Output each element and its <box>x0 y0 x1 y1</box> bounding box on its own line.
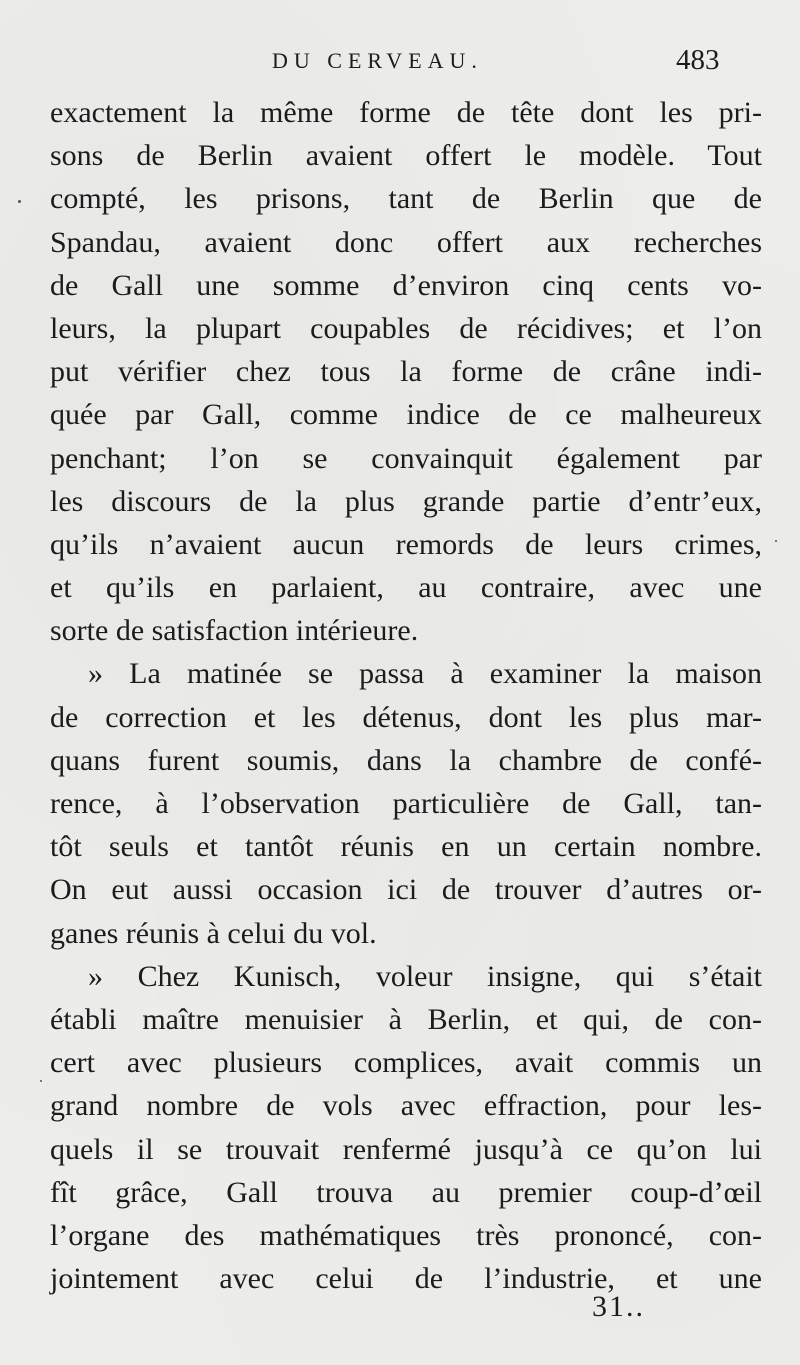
text-line: l’organe des mathématiques très prononcé, con- <box>50 1218 762 1252</box>
ink-speck <box>40 1080 42 1082</box>
ink-speck <box>775 540 777 542</box>
page-number: 483 <box>676 44 720 76</box>
text-line: leurs, la plupart coupables de récidives; et l’on <box>50 311 762 345</box>
text-line: put vérifier chez tous la forme de crâne indi- <box>50 355 762 389</box>
text-line: les discours de la plus grande partie d’entr’eux, <box>50 484 762 518</box>
text-line: sons de Berlin avaient offert le modèle. Tout <box>50 139 762 173</box>
body-text <box>50 91 762 1300</box>
text-line: jointement avec celui de l’industrie, et une <box>50 1262 762 1296</box>
text-line: compté, les prisons, tant de Berlin que de <box>50 182 762 216</box>
text-line: tôt seuls et tantôt réunis en un certain nombre. <box>50 830 762 864</box>
text-line: exactement la même forme de tête dont les pri- <box>50 96 762 129</box>
running-head <box>0 44 800 84</box>
signature-mark: 31.. <box>592 1290 645 1323</box>
text-line: Spandau, avaient donc offert aux recherches <box>50 225 762 259</box>
text-line: de Gall une somme d’environ cinq cents vo- <box>50 268 762 302</box>
text-line: qu’ils n’avaient aucun remords de leurs crimes, <box>50 527 762 561</box>
text-line: » La matinée se passa à examiner la maison <box>88 657 762 691</box>
text-line: fît grâce, Gall trouva au premier coup-d’œil <box>50 1175 762 1209</box>
text-line: quée par Gall, comme indice de ce malheureux <box>50 398 762 432</box>
text-line: sorte de satisfaction intérieure. <box>50 614 419 648</box>
text-line: » Chez Kunisch, voleur insigne, qui s’était <box>88 959 762 993</box>
running-title: DU CERVEAU. <box>272 48 483 73</box>
text-line: ganes réunis à celui du vol. <box>50 916 377 950</box>
text-line: penchant; l’on se convainquit également par <box>50 441 762 475</box>
text-line: de correction et les détenus, dont les plus mar- <box>50 700 762 734</box>
ink-speck <box>18 200 21 203</box>
text-line: On eut aussi occasion ici de trouver d’autres or- <box>50 873 762 907</box>
text-line: établi maître menuisier à Berlin, et qui, de con- <box>50 1002 762 1036</box>
text-line: quans furent soumis, dans la chambre de confé- <box>50 743 762 777</box>
text-line: quels il se trouvait renfermé jusqu’à ce qu’on lui <box>50 1132 762 1166</box>
text-line: grand nombre de vols avec effraction, pour les- <box>50 1089 762 1123</box>
text-line: et qu’ils en parlaient, au contraire, avec une <box>50 571 762 605</box>
text-line: cert avec plusieurs complices, avait commis un <box>50 1046 762 1080</box>
text-line: rence, à l’observation particulière de Gall, tan- <box>50 787 762 820</box>
